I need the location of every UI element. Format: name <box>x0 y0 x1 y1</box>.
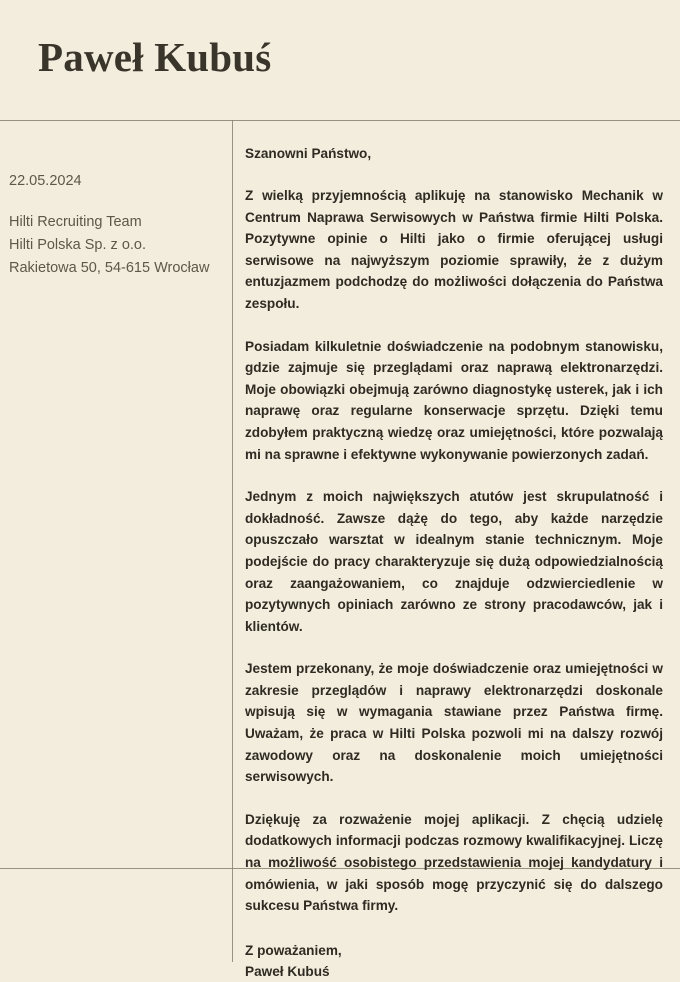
sidebar <box>0 121 232 868</box>
letter-body <box>245 121 663 979</box>
salutation: Szanowni Państwo, <box>245 146 372 161</box>
letter-date: 22.05.2024 <box>9 173 82 189</box>
recipient-address-block <box>9 211 209 280</box>
letter-paragraph: Posiadam kilkuletnie doświadczenie na podobnym stanowisku, gdzie zajmuje się przeglądami oraz naprawą elektronarzędzi. Moje obowiązki obejmują zarówno diagnostykę usterek, jak i ich naprawę oraz regularne konserwacje sprzętu. Dzięki temu zdobyłem praktyczną wiedzę oraz umiejętności, które pozwalają mi na sprawne i efektywne wykonywanie powierzonych zadań. <box>245 338 663 462</box>
letter-paragraph: Jednym z moich największych atutów jest skrupulatność i dokładność. Zawsze dążę do tego, aby każde narzędzie opuszczało warsztat w idealnym stanie technicznym. Moje podejście do pracy charakteryzuje się dużą odpowiedzialnością oraz zaangażowaniem, co znajduje odzwierciedlenie w pozytywnych opiniach zarówno ze strony pracodawców, jak i klientów. <box>245 489 663 634</box>
recipient-line: Hilti Polska Sp. z o.o. <box>9 237 146 253</box>
footer-left-cell <box>0 869 232 962</box>
letter-paragraph: Dziękuję za rozważenie mojej aplikacji. Z chęcią udzielę dodatkowych informacji podczas rozmowy kwalifikacyjnej. Liczę na możliwość osobistego przedstawienia mojej kandydatury i omówienia, w jaki sposób mogę przyczynić się do dalszego sukcesu Państwa firmy. <box>245 811 663 914</box>
column-divider <box>232 120 233 962</box>
document-header <box>0 0 680 120</box>
recipient-line: Hilti Recruiting Team <box>9 214 142 230</box>
closing-phrase: Z poważaniem, <box>245 942 342 958</box>
recipient-line: Rakietowa 50, 54-615 Wrocław <box>9 260 210 276</box>
signature-name: Paweł Kubuś <box>245 963 330 979</box>
letter-paragraph: Z wielką przyjemnością aplikuję na stanowisko Mechanik w Centrum Naprawa Serwisowych w Państwa firmie Hilti Polska. Pozytywne opinie o Hilti jako o firmie oferującej usługi serwisowe na najwyższym poziomie sprawiły, że z dużym entuzjazmem podchodzę do możliwości dołączenia do Państwa zespołu. <box>245 188 663 311</box>
page-title: Paweł Kubuś <box>38 34 272 80</box>
footer-right-cell <box>233 869 680 962</box>
letter-paragraph: Jestem przekonany, że moje doświadczenie oraz umiejętności w zakresie przeglądów i naprawy elektronarzędzi doskonale wpisują się w wymagania stawiane przez Państwa firmę. Uważam, że praca w Hilti Polska pozwoli mi na dalszy rozwój zawodowy oraz na doskonalenie moich umiejętności serwisowych. <box>245 661 663 785</box>
